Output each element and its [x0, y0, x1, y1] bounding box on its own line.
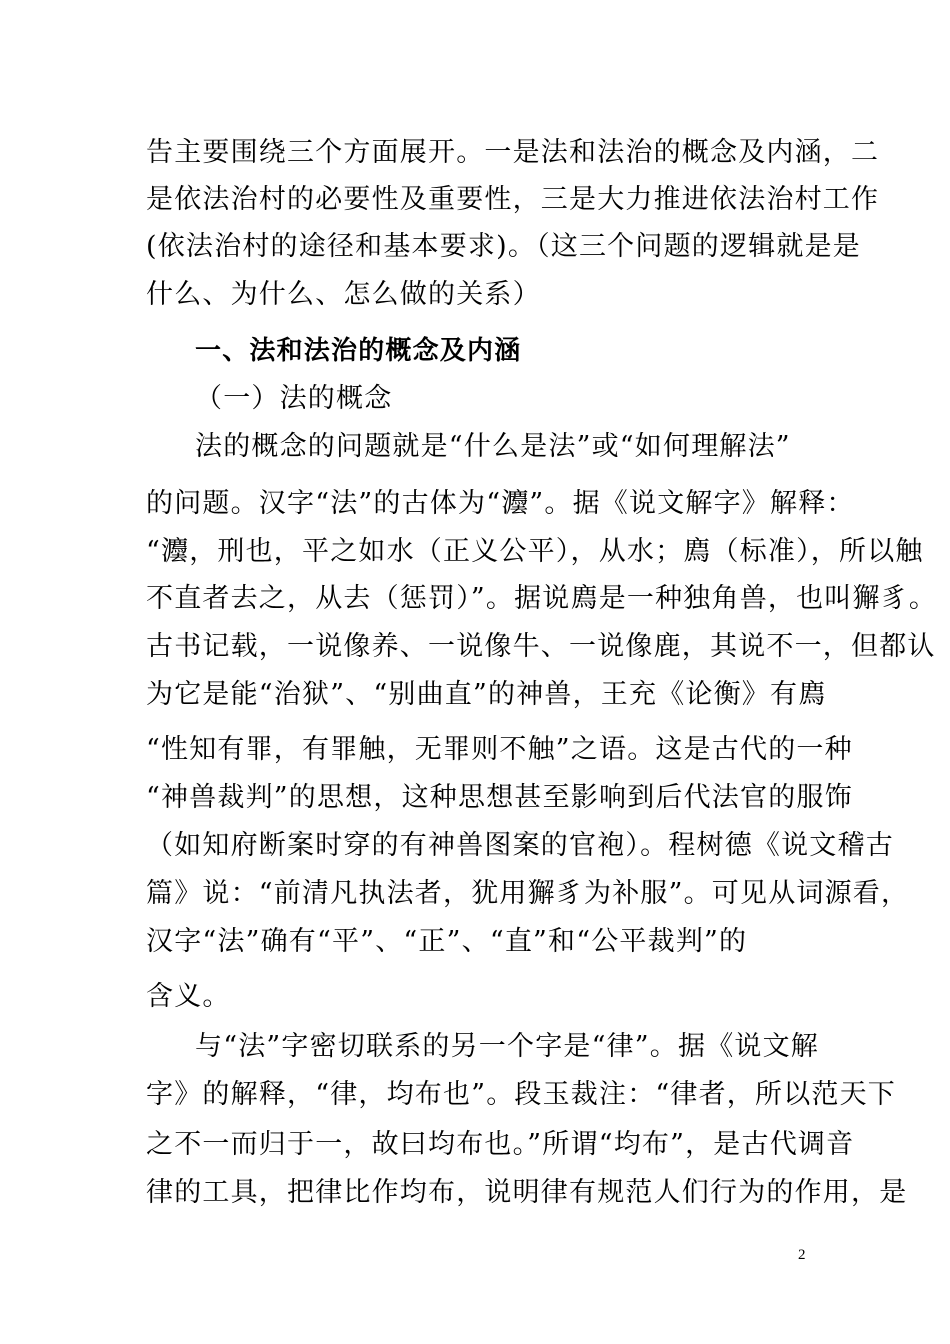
- paragraph-line: 法的概念的问题就是“什么是法”或“如何理解法”: [195, 431, 791, 462]
- paragraph-line: 含义。: [146, 981, 231, 1012]
- paragraph-line: 律的工具，把律比作均布，说明律有规范人们行为的作用，是: [146, 1177, 908, 1208]
- paragraph-line: 的问题。汉字“法”的古体为“灋”。据《说文解字》解释：: [146, 488, 855, 519]
- paragraph-line: 不直者去之，从去（惩罚）”。据说廌是一种独角兽，也叫獬豸。: [146, 583, 938, 614]
- paragraph-line: “神兽裁判”的思想，这种思想甚至影响到后代法官的服饰: [146, 782, 853, 813]
- paragraph-line: 篇》说：“前清凡执法者，犹用獬豸为补服”。可见从词源看，: [146, 878, 910, 909]
- paragraph-line: 汉字“法”确有“平”、“正”、“直”和“公平裁判”的: [146, 926, 748, 957]
- paragraph-line: 与“法”字密切联系的另一个字是“律”。据《说文解: [195, 1031, 820, 1062]
- paragraph-line: 之不一而归于一，故曰均布也。”所谓“均布”，是古代调音: [146, 1129, 855, 1160]
- section-heading: 一、法和法治的概念及内涵: [195, 336, 522, 366]
- paragraph-line: 字》的解释，“律，均布也”。段玉裁注：“律者，所以范天下: [146, 1079, 897, 1110]
- paragraph-line: “性知有罪，有罪触，无罪则不触”之语。这是古代的一种: [146, 734, 853, 765]
- paragraph-line: “灋，刑也，平之如水（正义公平），从水；廌（标准），所以触: [146, 536, 924, 567]
- page-number: 2: [798, 1247, 806, 1263]
- paragraph-line: 告主要围绕三个方面展开。一是法和法治的概念及内涵，二: [146, 137, 880, 168]
- paragraph-line: 是依法治村的必要性及重要性，三是大力推进依法治村工作: [146, 184, 880, 215]
- paragraph-line: 古书记载，一说像养、一说像牛、一说像鹿，其说不一，但都认: [146, 631, 936, 662]
- paragraph-line: (依法治村的途径和基本要求)。（这三个问题的逻辑就是是: [146, 231, 861, 262]
- subsection-heading: （一）法的概念: [195, 383, 393, 414]
- paragraph-line: 什么、为什么、怎么做的关系）: [146, 279, 541, 310]
- paragraph-line: 为它是能“治狱”、“别曲直”的神兽，王充《论衡》有廌: [146, 679, 827, 710]
- paragraph-line: （如知府断案时穿的有神兽图案的官袍）。程树德《说文稽古: [146, 830, 894, 861]
